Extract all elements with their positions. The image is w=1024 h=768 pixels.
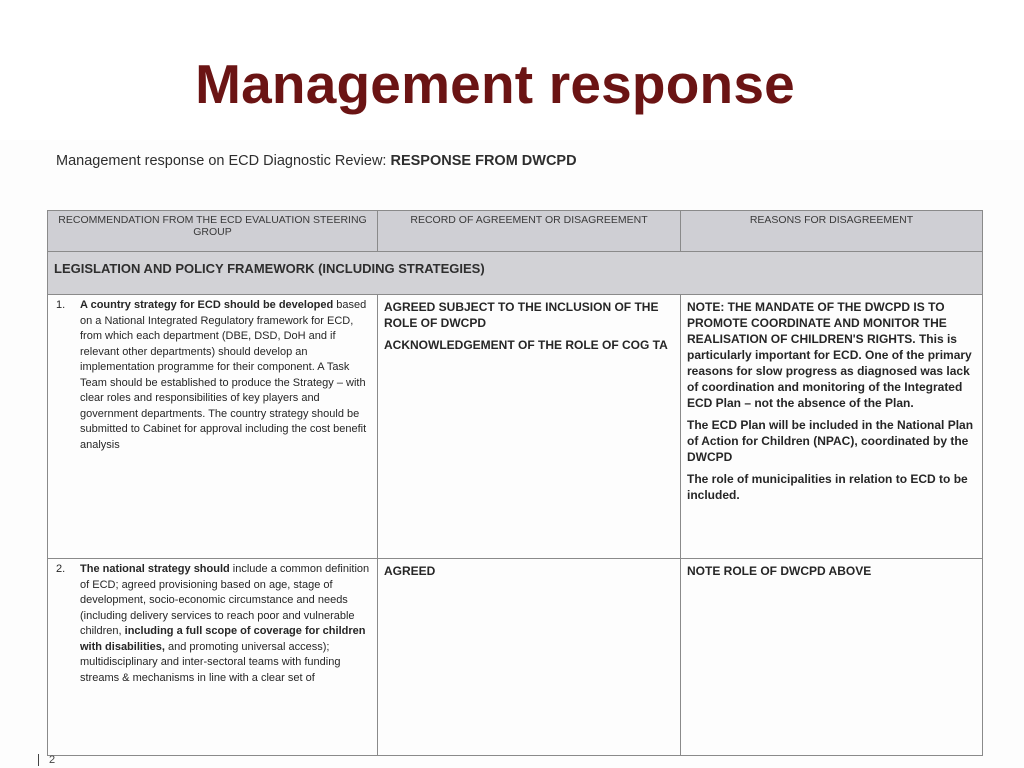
table-row <box>48 559 983 756</box>
page-number-text: 2 <box>49 753 56 766</box>
scanned-document <box>0 140 1024 768</box>
recommendation-cell <box>48 559 378 756</box>
row-number: 2. <box>56 563 66 575</box>
recommendation-cell <box>48 295 378 559</box>
recommendation-bold-text: including a full scope of coverage for children with disabilities, <box>80 625 366 653</box>
slide-title: Management response <box>195 53 795 115</box>
column-header-reasons: REASONS FOR DISAGREEMENT <box>681 211 983 252</box>
agreement-cell <box>378 295 681 559</box>
reasons-cell <box>681 295 983 559</box>
recommendation-text <box>80 298 371 453</box>
document-heading-suffix: RESPONSE FROM DWCPD <box>390 153 577 169</box>
table-header-row <box>48 211 983 252</box>
recommendation-rest-text: based on a National Integrated Regulatory framework for ECD, from which each department (DBE, DSD, DoH and if relevant other departments) should develop an implementation programme for their component. A Task Team should be established to produce the Strategy – with clear roles and responsibilities of key players and government departments. The country strategy should be submitted to Cabinet for approval including the cost benefit analysis <box>80 299 367 451</box>
document-heading <box>56 153 577 169</box>
agreement-text: ACKNOWLEDGEMENT OF THE ROLE OF COG TA <box>384 338 668 352</box>
recommendation-bold-text: A country strategy for ECD should be developed <box>80 299 334 311</box>
page-number <box>38 754 55 766</box>
section-title: LEGISLATION AND POLICY FRAMEWORK (INCLUDING STRATEGIES) <box>48 252 983 295</box>
agreement-text: AGREED <box>384 564 436 578</box>
recommendation-mid-text: include a common definition of ECD; agreed provisioning based on age, stage of development, socio-economic circumstance and needs (including delivery services to reach poor and vulnerable children, <box>80 563 370 637</box>
section-row <box>48 252 983 295</box>
recommendation-rest-text: and promoting universal access); multidisciplinary and inter-sectoral teams with funding streams & mechanisms in line with a clear set of <box>80 640 341 684</box>
reasons-text: The ECD Plan will be included in the National Plan of Action for Children (NPAC), coordinated by the DWCPD <box>687 418 974 464</box>
table-row <box>48 295 983 559</box>
row-number: 1. <box>56 299 66 311</box>
reasons-text: NOTE: THE MANDATE OF THE DWCPD IS TO PROMOTE COORDINATE AND MONITOR THE REALISATION OF CHILDREN'S RIGHTS. This is particularly important for ECD. One of the primary reasons for slow progress as diagnosed was lack of coordination and monitoring of the Integrated ECD Plan – not the absence of the Plan. <box>687 300 972 410</box>
column-header-agreement: RECORD OF AGREEMENT OR DISAGREEMENT <box>378 211 681 252</box>
recommendation-text <box>80 562 371 686</box>
document-heading-prefix: Management response on ECD Diagnostic Review: <box>56 153 387 169</box>
agreement-cell <box>378 559 681 756</box>
page-number-divider <box>38 754 39 766</box>
reasons-cell <box>681 559 983 756</box>
recommendation-bold-text: The national strategy should <box>80 563 230 575</box>
column-header-recommendation: RECOMMENDATION FROM THE ECD EVALUATION STEERING GROUP <box>48 211 378 252</box>
reasons-text: The role of municipalities in relation to ECD to be included. <box>687 472 968 502</box>
response-table <box>47 210 983 756</box>
agreement-text: AGREED SUBJECT TO THE INCLUSION OF THE ROLE OF DWCPD <box>384 300 659 330</box>
reasons-text: NOTE ROLE OF DWCPD ABOVE <box>687 564 872 578</box>
